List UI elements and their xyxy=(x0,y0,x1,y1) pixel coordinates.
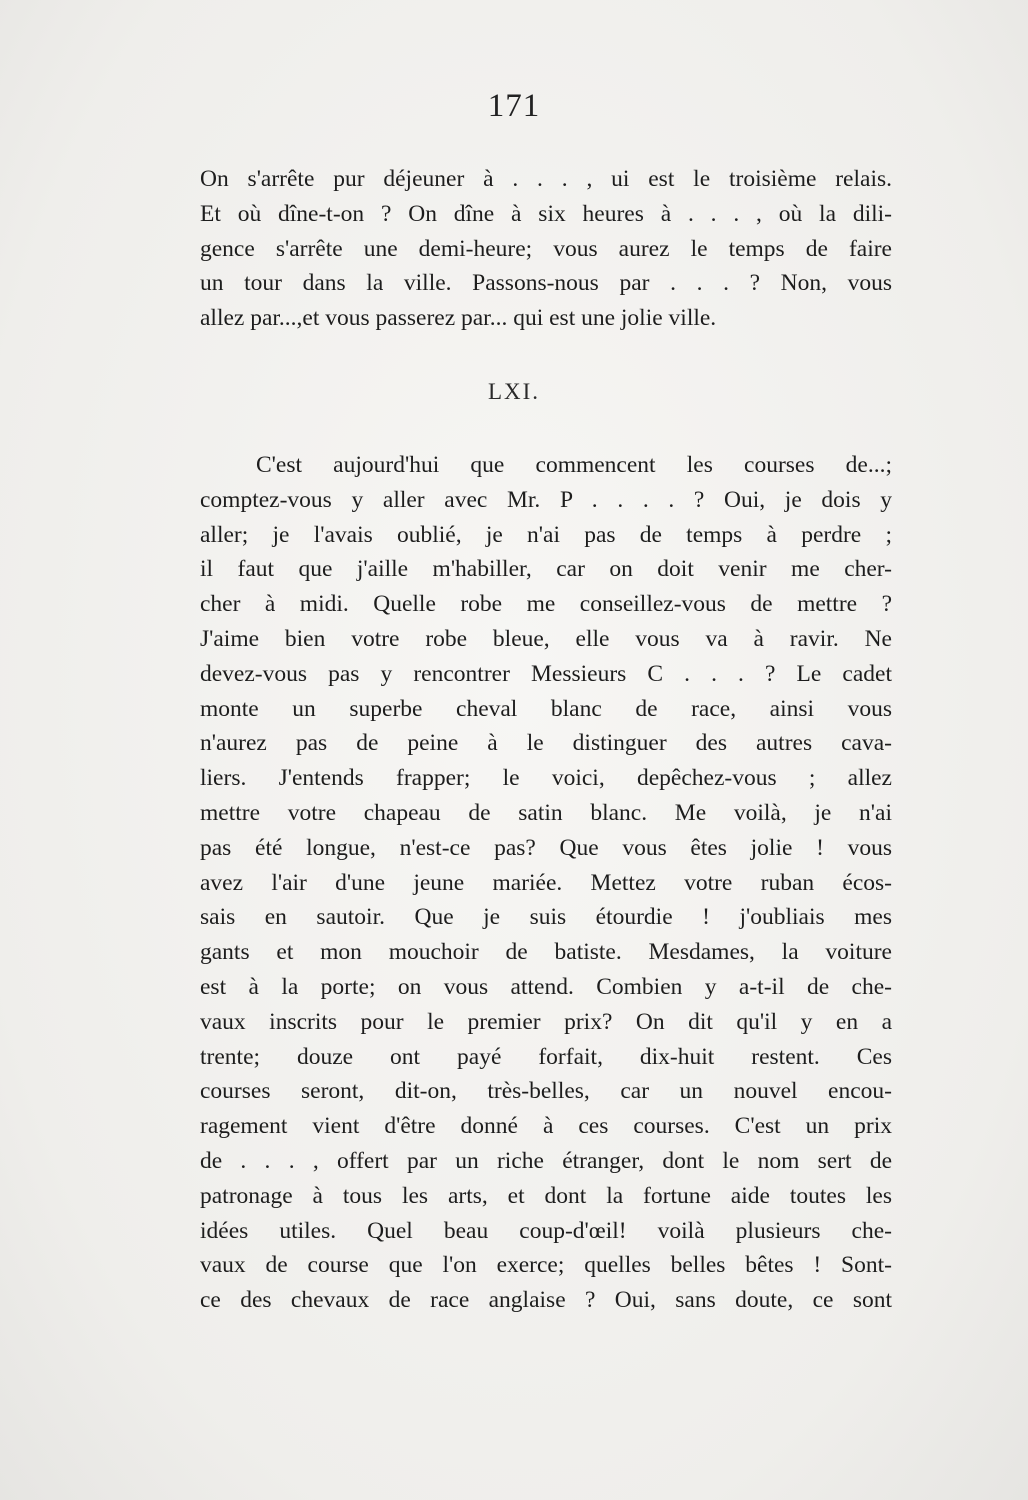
text-line: aller; je l'avais oublié, je n'ai pas de temps à perdre ; xyxy=(200,521,892,548)
text-line: gence s'arrête une demi-heure; vous aurez le temps de faire xyxy=(200,235,892,262)
text-line: un tour dans la ville. Passons-nous par . . . ? Non, vous xyxy=(200,270,892,297)
text-line: patronage à tous les arts, et dont la fortune aide toutes les xyxy=(200,1182,892,1209)
text-line: de . . . , offert par un riche étranger, dont le nom sert de xyxy=(200,1147,892,1174)
text-line: C'est aujourd'hui que commencent les courses de...; xyxy=(256,452,892,478)
text-line: il faut que j'aille m'habiller, car on doit venir me cher- xyxy=(200,556,892,583)
text-line: J'aime bien votre robe bleue, elle vous va à ravir. Ne xyxy=(200,625,892,652)
paragraph-2 xyxy=(200,448,892,1318)
text-line: est à la porte; on vous attend. Combien y a-t-il de che- xyxy=(200,973,892,1000)
page-number: 171 xyxy=(487,88,541,124)
text-line: avez l'air d'une jeune mariée. Mettez votre ruban écos- xyxy=(200,869,892,896)
text-line: vaux inscrits pour le premier prix? On dit qu'il y en a xyxy=(200,1008,892,1035)
text-line: vaux de course que l'on exerce; quelles belles bêtes ! Sont- xyxy=(200,1252,892,1279)
text-line: cher à midi. Quelle robe me conseillez-vous de mettre ? xyxy=(200,591,892,618)
text-line: ragement vient d'être donné à ces courses. C'est un prix xyxy=(200,1113,892,1140)
paragraph-1 xyxy=(200,162,892,336)
text-line: gants et mon mouchoir de batiste. Mesdames, la voiture xyxy=(200,939,892,966)
text-line: liers. J'entends frapper; le voici, depêchez-vous ; allez xyxy=(200,765,892,792)
text-line: allez par...,et vous passerez par... qui est une jolie ville. xyxy=(200,305,717,332)
text-line: devez-vous pas y rencontrer Messieurs C . . . ? Le cadet xyxy=(200,660,892,687)
text-line: mettre votre chapeau de satin blanc. Me voilà, je n'ai xyxy=(200,799,892,826)
text-line: trente; douze ont payé forfait, dix-huit restent. Ces xyxy=(200,1043,892,1070)
section-heading: LXI. xyxy=(487,379,541,404)
text-line: On s'arrête pur déjeuner à . . . , ui est le troisième relais. xyxy=(200,166,892,192)
text-line: Et où dîne-t-on ? On dîne à six heures à . . . , où la dili- xyxy=(200,200,892,227)
text-line: comptez-vous y aller avec Mr. P . . . . ? Oui, je dois y xyxy=(200,486,892,513)
text-line: idées utiles. Quel beau coup-d'œil! voilà plusieurs che- xyxy=(200,1217,892,1244)
text-line: n'aurez pas de peine à le distinguer des autres cava- xyxy=(200,730,892,757)
text-line: courses seront, dit-on, très-belles, car un nouvel encou- xyxy=(200,1078,892,1105)
text-line: pas été longue, n'est-ce pas? Que vous êtes jolie ! vous xyxy=(200,834,892,861)
text-line: sais en sautoir. Que je suis étourdie ! j'oubliais mes xyxy=(200,904,892,931)
text-line: ce des chevaux de race anglaise ? Oui, sans doute, ce sont xyxy=(200,1287,892,1314)
text-line: monte un superbe cheval blanc de race, ainsi vous xyxy=(200,695,892,722)
